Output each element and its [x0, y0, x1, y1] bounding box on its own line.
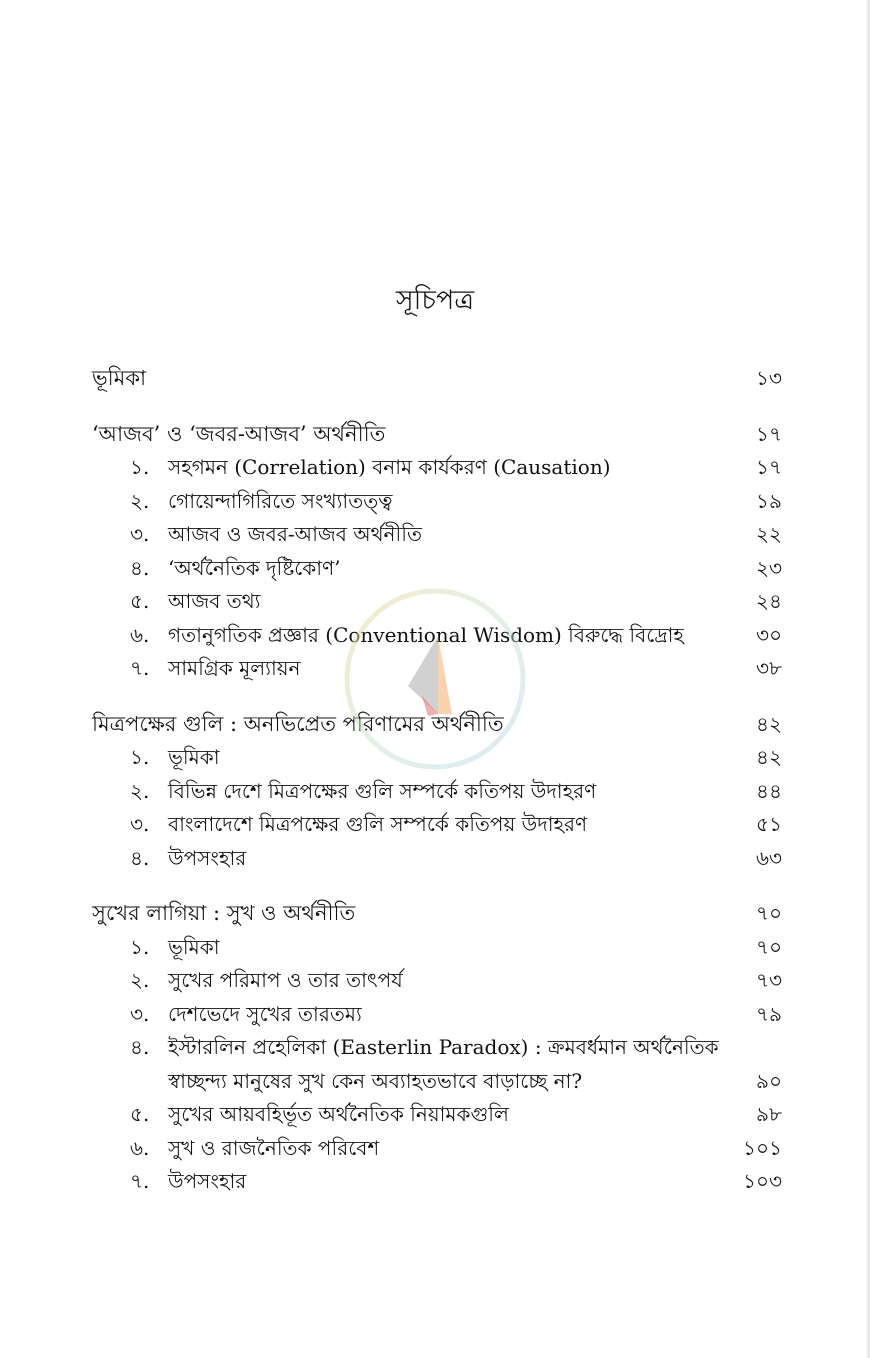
toc-entry-number: ৩. — [130, 812, 150, 836]
toc-entry[interactable] — [92, 808, 782, 842]
toc-entry-number: ৭. — [130, 656, 150, 680]
toc-heading[interactable] — [92, 897, 782, 931]
toc-page-number: ৩০ — [755, 622, 782, 647]
toc-entry[interactable] — [92, 1098, 782, 1132]
toc-page-number: ৭০ — [755, 901, 782, 925]
toc-page-number: ৩৮ — [756, 656, 782, 680]
toc-entry-text: ভূমিকা — [168, 745, 220, 769]
toc-entry-number: ৫. — [130, 1102, 150, 1126]
toc-heading[interactable] — [92, 418, 782, 452]
toc-entry-text: ইস্টারলিন প্রহেলিকা (Easterlin Paradox) : ক্রমবর্ধমান অর্থনৈতিক স্বাচ্ছন্দ্য মানুষের সুখ কেন অব্যাহতভাবে বাড়াচ্ছে না? — [168, 1035, 719, 1093]
toc-heading-text: মিত্রপক্ষের গুলি : অনভিপ্রেত পরিণামের অর্থনীতি — [92, 711, 504, 736]
toc-heading-text: ভূমিকা — [92, 366, 147, 390]
toc-page-number: ৪৪ — [756, 778, 782, 803]
toc-entry[interactable] — [92, 775, 782, 809]
toc-entry-number: ৪. — [130, 845, 150, 870]
toc-page-number: ১৭ — [756, 421, 782, 446]
toc-page-number: ২২ — [755, 522, 782, 546]
toc-entry-number: ১. — [130, 455, 150, 479]
toc-page-number: ২৪ — [756, 589, 782, 613]
toc-heading-text: ‘আজব’ ও ‘জবর-আজব’ অর্থনীতি — [92, 421, 386, 446]
toc-page-number: ৭০ — [755, 934, 782, 959]
toc-page-number: ১০৩ — [743, 1169, 782, 1193]
toc-entry-number: ২. — [130, 778, 150, 803]
toc-entry-number: ৫. — [130, 589, 150, 613]
toc-entry-text: দেশভেদে সুখের তারতম্য — [168, 1001, 362, 1026]
toc-entry-number: ১. — [130, 934, 150, 959]
toc-page-number: ৫১ — [756, 812, 782, 836]
toc-entry[interactable] — [92, 1165, 782, 1199]
toc-entry-text: সুখের পরিমাপ ও তার তাৎপর্য — [168, 968, 403, 992]
toc-entry-number: ৬. — [130, 1135, 150, 1160]
toc-page-number: ১৩ — [756, 366, 782, 390]
toc-entry-text: সহগমন (Correlation) বনাম কার্যকরণ (Causation) — [168, 455, 611, 479]
toc-entry[interactable] — [92, 1132, 782, 1166]
toc-entry-text: গতানুগতিক প্রজ্ঞার (Conventional Wisdom) বিরুদ্ধে বিদ্রোহ — [168, 622, 684, 647]
toc-entry-number: ৭. — [130, 1169, 150, 1193]
toc-entry-number: ২. — [130, 488, 150, 513]
toc-entry-text: সুখের আয়বহির্ভূত অর্থনৈতিক নিয়ামকগুলি — [168, 1102, 509, 1126]
toc-entry-text: উপসংহার — [168, 1169, 247, 1193]
toc-page-number: ১০১ — [743, 1135, 782, 1160]
toc-entry-number: ৪. — [130, 555, 150, 580]
watermark-logo-icon — [340, 584, 530, 774]
toc-page-number: ৯৮ — [756, 1102, 782, 1126]
table-of-contents — [92, 362, 782, 1221]
toc-entry-text: উপসংহার — [168, 845, 247, 870]
toc-entry[interactable] — [92, 451, 782, 485]
toc-page-number: ৬৩ — [755, 845, 782, 870]
toc-entry[interactable] — [92, 552, 782, 586]
toc-entry[interactable] — [92, 485, 782, 519]
toc-entry-text: ‘অর্থনৈতিক দৃষ্টিকোণ’ — [168, 555, 341, 580]
toc-page-number: ৯০ — [756, 1068, 782, 1093]
toc-entry-number: ২. — [130, 968, 150, 992]
toc-entry-text: আজব তথ্য — [168, 589, 261, 613]
toc-page-number: ৭৯ — [756, 1001, 782, 1026]
toc-entry-text: ভূমিকা — [168, 934, 220, 959]
toc-entry[interactable] — [92, 998, 782, 1032]
toc-entry-text: বিভিন্ন দেশে মিত্রপক্ষের গুলি সম্পর্কে কতিপয় উদাহরণ — [168, 778, 597, 803]
toc-entry[interactable] — [92, 1031, 782, 1098]
toc-entry-number: ৩. — [130, 522, 150, 546]
toc-entry[interactable] — [92, 931, 782, 965]
toc-page-number: ৪২ — [756, 745, 782, 769]
toc-page-number: ২৩ — [755, 555, 782, 580]
toc-heading-text: সুখের লাগিয়া : সুখ ও অর্থনীতি — [92, 901, 356, 925]
toc-section-happiness — [92, 897, 782, 1199]
toc-entry[interactable] — [92, 842, 782, 876]
toc-entry-text: গোয়েন্দাগিরিতে সংখ্যাতত্ত্ব — [168, 488, 393, 513]
toc-entry-text: সামগ্রিক মূল্যায়ন — [168, 656, 301, 680]
toc-page-number: ৭৩ — [755, 968, 782, 992]
toc-entry-number: ৩. — [130, 1001, 150, 1026]
toc-entry-number: ৬. — [130, 622, 150, 647]
toc-entry-text: সুখ ও রাজনৈতিক পরিবেশ — [168, 1135, 380, 1160]
toc-entry-text: বাংলাদেশে মিত্রপক্ষের গুলি সম্পর্কে কতিপয় উদাহরণ — [168, 812, 588, 836]
toc-heading[interactable] — [92, 362, 782, 396]
toc-page-number: ৪২ — [756, 711, 782, 736]
toc-entry[interactable] — [92, 964, 782, 998]
toc-entry[interactable] — [92, 518, 782, 552]
toc-page-number: ১৭ — [756, 455, 782, 479]
page-title: সূচিপত্র — [395, 285, 475, 316]
toc-entry-number: ৪. — [130, 1035, 150, 1059]
toc-section-intro — [92, 362, 782, 396]
toc-page-number: ১৯ — [756, 488, 782, 513]
toc-entry-text: আজব ও জবর-আজব অর্থনীতি — [168, 522, 422, 546]
toc-entry-number: ১. — [130, 745, 150, 769]
